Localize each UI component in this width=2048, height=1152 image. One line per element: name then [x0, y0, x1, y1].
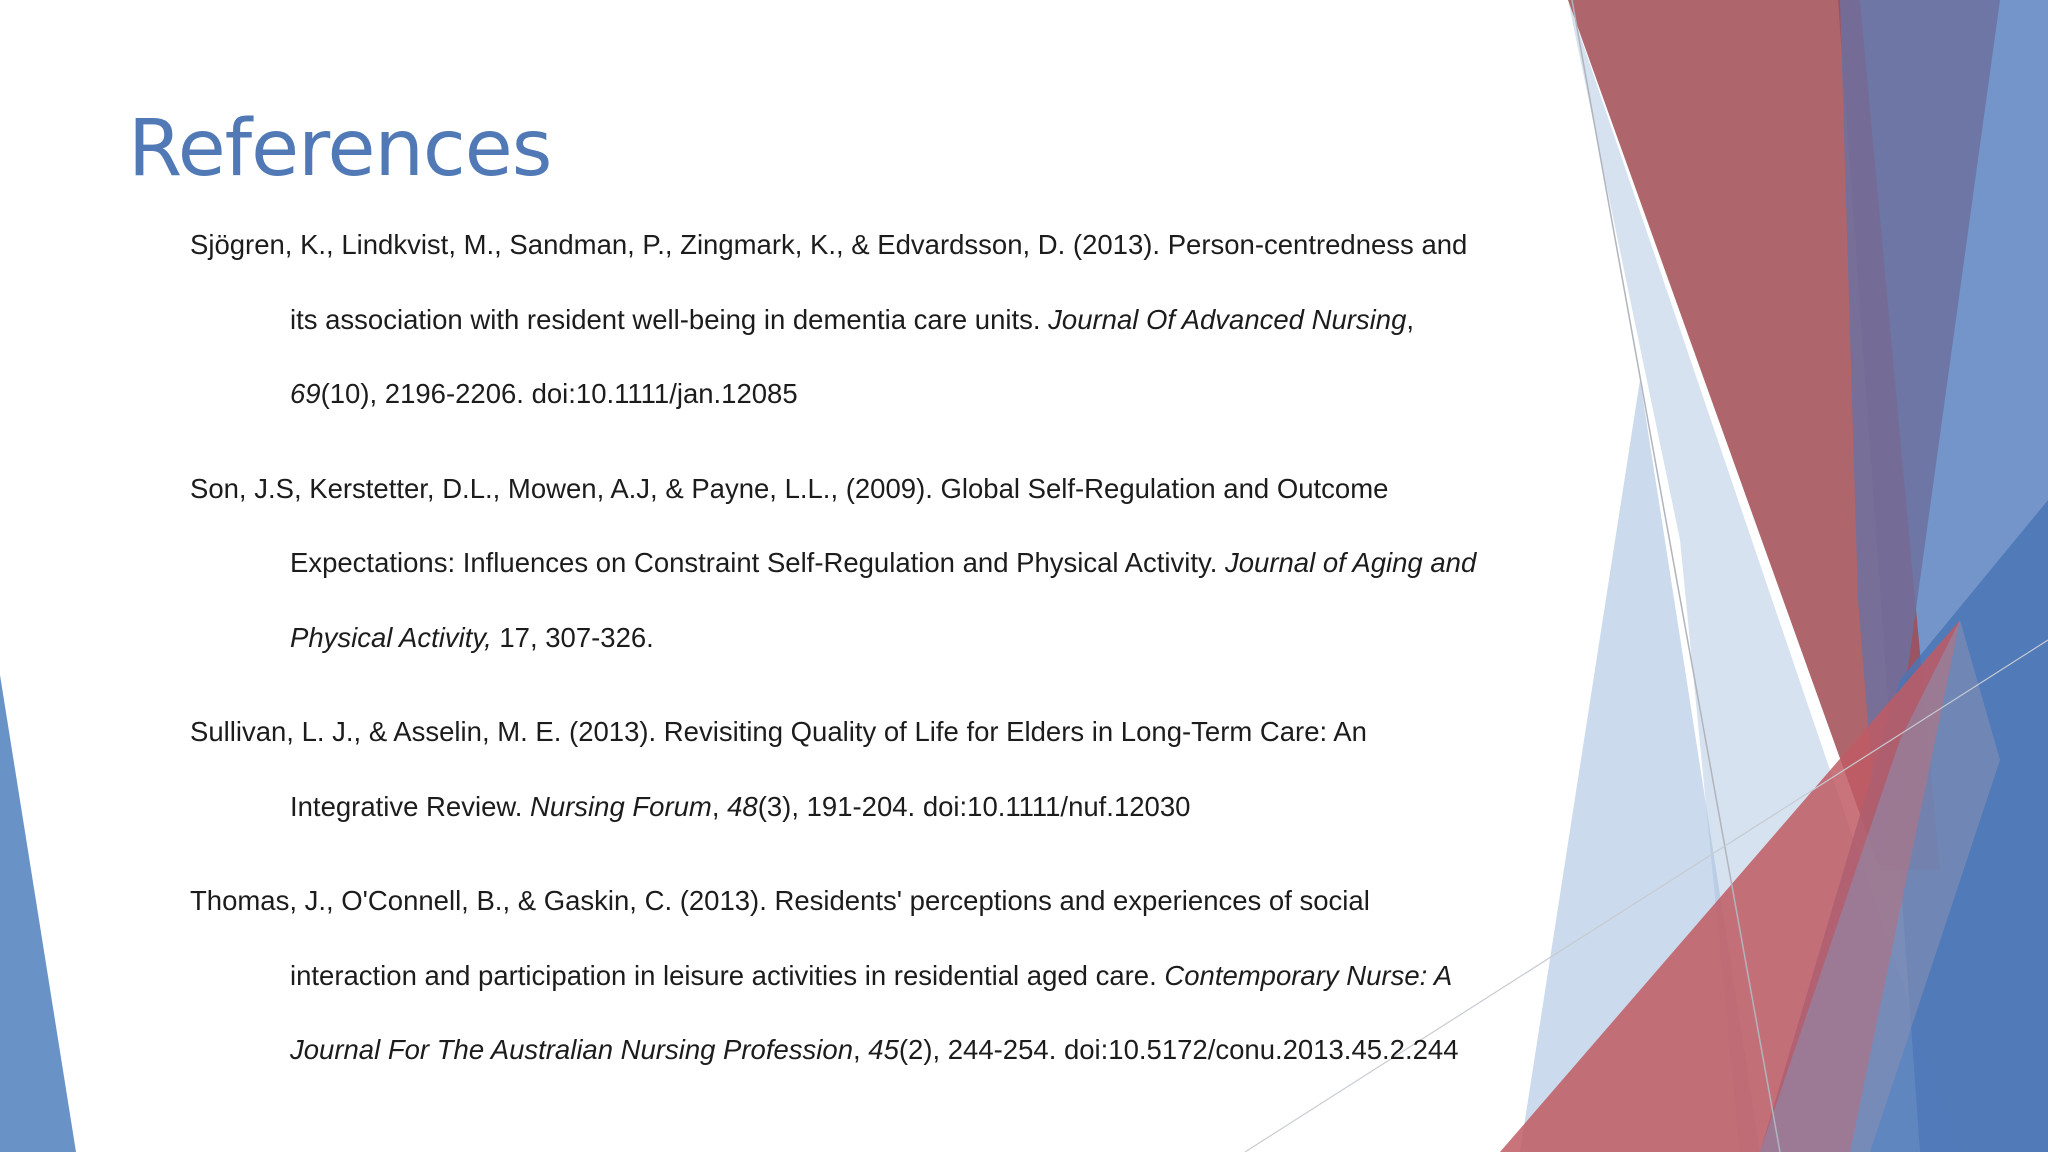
- reference-text: (10), 2196-2206. doi:10.1111/jan.12085: [320, 378, 798, 409]
- reference-item: [190, 695, 1490, 844]
- reference-journal: Journal Of Advanced Nursing: [1048, 303, 1407, 335]
- reference-volume: 69: [290, 378, 321, 409]
- reference-item: [190, 864, 1490, 1088]
- reference-text: Sullivan, L. J., & Asselin, M. E. (2013). Revisiting Quality of Life for Elders in Long-Term Care: An Integrative Review.: [190, 716, 1367, 822]
- reference-journal: Contemporary Nurse: A Journal For The Australian Nursing Profession: [290, 959, 1452, 1065]
- reference-text: ,: [1406, 303, 1415, 335]
- reference-text: (3), 191-204. doi:10.1111/nuf.12030: [757, 790, 1191, 822]
- reference-volume: 48: [727, 790, 758, 822]
- reference-text: ,: [711, 790, 728, 822]
- reference-text: Thomas, J., O'Connell, B., & Gaskin, C. (2013). Residents' perceptions and experiences of social interaction and participation in leisure activities in residential aged care.: [190, 885, 1370, 991]
- reference-text: Sjögren, K., Lindkvist, M., Sandman, P., Zingmark, K., & Edvardsson, D. (2013). Person-centredness and its association with resident well-being in dementia care units.: [190, 229, 1468, 335]
- reference-list: [190, 208, 1490, 1108]
- reference-journal: Nursing Forum: [529, 790, 712, 822]
- reference-text: Son, J.S, Kerstetter, D.L., Mowen, A.J, & Payne, L.L., (2009). Global Self-Regulation and Outcome Expectations: Influences on Constraint Self-Regulation and Physical Activity.: [190, 472, 1389, 578]
- reference-volume: 45: [868, 1034, 899, 1065]
- reference-text: ,: [853, 1034, 869, 1065]
- reference-journal: Journal of Aging and Physical Activity,: [290, 547, 1477, 653]
- reference-text: (2), 244-254. doi:10.5172/conu.2013.45.2.244: [898, 1034, 1459, 1065]
- reference-item: [190, 452, 1490, 676]
- reference-item: [190, 208, 1490, 432]
- reference-text: 17, 307-326.: [491, 621, 654, 653]
- page-title: References: [128, 104, 552, 194]
